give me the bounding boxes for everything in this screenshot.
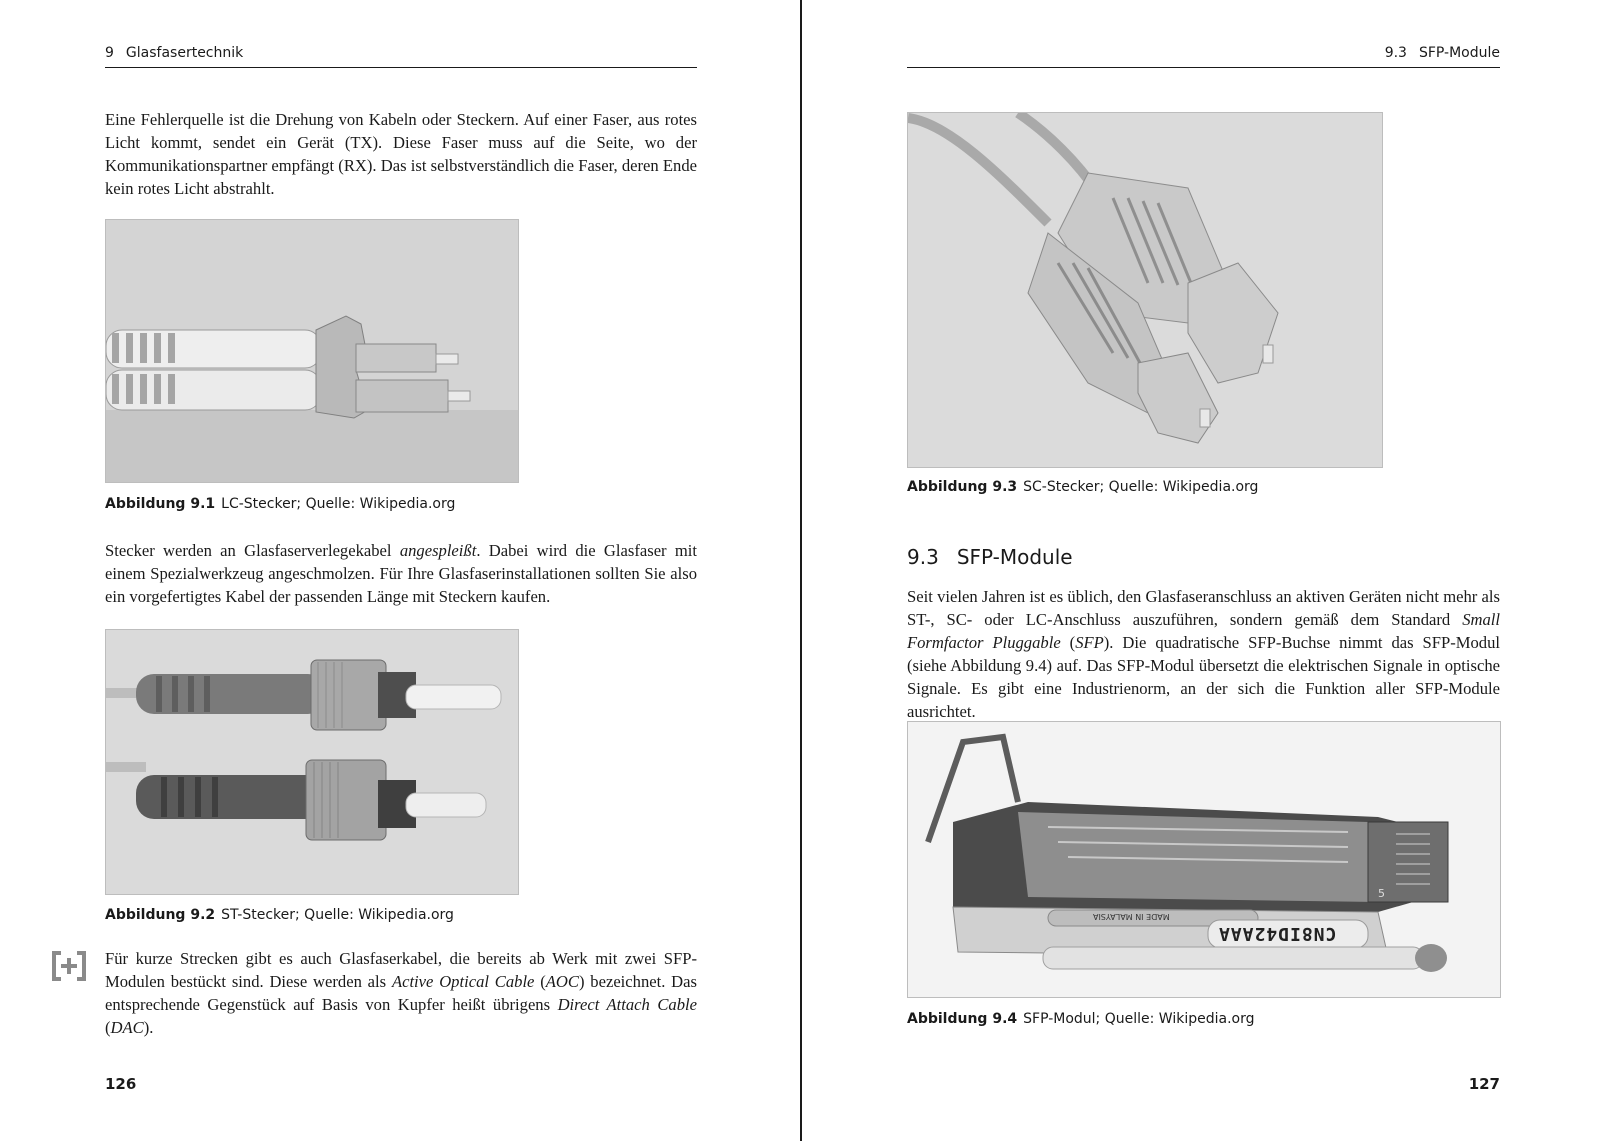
caption-text: SC-Stecker; Quelle: Wikipedia.org	[1023, 479, 1259, 495]
figure-st-connector-photo	[105, 629, 519, 895]
figure-sc-connector-photo	[907, 112, 1383, 468]
plus-bracket-icon	[52, 951, 86, 981]
section-title: SFP-Module	[1418, 45, 1500, 61]
port-number-label: 5	[1378, 887, 1385, 900]
running-head-right	[907, 45, 1500, 68]
running-head-left	[105, 45, 697, 68]
right-page	[907, 0, 1500, 1141]
section-number: 9.3	[1384, 45, 1407, 61]
gutter-line	[800, 0, 802, 1141]
page-number-left: 126	[105, 1075, 137, 1093]
page-number-right: 127	[1468, 1075, 1500, 1093]
caption-label: Abbildung 9.3	[907, 479, 1018, 495]
section-heading-title: SFP-Module	[956, 545, 1073, 569]
serial-label: CN8ID42AAA	[1218, 923, 1337, 944]
caption-label: Abbildung 9.4	[907, 1011, 1018, 1027]
caption-text: ST-Stecker; Quelle: Wikipedia.org	[221, 907, 454, 923]
figure-caption-9-1	[105, 496, 455, 512]
section-heading	[907, 545, 1073, 569]
sfp-module-image	[908, 722, 1500, 997]
made-in-label: MADE IN MALAYSIA	[1093, 912, 1170, 921]
caption-text: LC-Stecker; Quelle: Wikipedia.org	[221, 496, 456, 512]
paragraph-aoc-dac: Für kurze Strecken gibt es auch Glasfaserkabel, die bereits ab Werk mit zwei SFP-Modulen bestückt sind. Diese werden als Active Optical Cable (AOC) bezeichnet. Das entsprechende Gegenstück auf Basis von Kupfer heißt übrigens Direct Attach Cable (DAC).	[105, 949, 697, 1037]
sc-connector-image	[908, 113, 1382, 467]
figure-caption-9-2	[105, 907, 454, 923]
paragraph-error-source: Eine Fehlerquelle ist die Drehung von Kabeln oder Steckern. Auf einer Faser, aus rotes Licht kommt, sendet ein Gerät (TX). Diese Faser muss auf die Seite, wo der Kommunikationspartner empfängt (RX). Das ist selbstverständlich die Faser, deren Ende kein rotes Licht abstrahlt.	[105, 110, 697, 198]
caption-label: Abbildung 9.1	[105, 496, 216, 512]
figure-lc-connector-photo	[105, 219, 519, 483]
caption-text: SFP-Modul; Quelle: Wikipedia.org	[1023, 1011, 1255, 1027]
chapter-title: Glasfasertechnik	[125, 45, 244, 61]
lc-connector-image	[106, 220, 518, 482]
section-heading-number: 9.3	[907, 545, 939, 569]
figure-caption-9-3	[907, 479, 1258, 495]
left-page	[105, 0, 697, 1141]
caption-label: Abbildung 9.2	[105, 907, 216, 923]
chapter-number: 9	[105, 45, 114, 61]
figure-caption-9-4	[907, 1011, 1254, 1027]
paragraph-sfp-intro: Seit vielen Jahren ist es üblich, den Glasfaseranschluss an aktiven Geräten nicht mehr als ST-, SC- oder LC-Anschluss auszuführen, sondern gemäß dem Standard Small Formfactor Pluggable (SFP). Die quadratische SFP-Buchse nimmt das SFP-Modul (siehe Abbildung 9.4) auf. Das SFP-Modul übersetzt die elektrischen Signale in optische Signale. Es gibt eine Industrienorm, an der sich die Funktion aller SFP-Module ausrichtet.	[907, 587, 1500, 721]
paragraph-splicing: Stecker werden an Glasfaserverlegekabel angespleißt. Dabei wird die Glasfaser mit einem Spezialwerkzeug angeschmolzen. Für Ihre Glasfaserinstallationen sollten Sie also ein vorgefertigtes Kabel der passenden Länge mit Steckern kaufen.	[105, 541, 697, 606]
figure-sfp-module-photo	[907, 721, 1501, 998]
st-connector-image	[106, 630, 518, 894]
